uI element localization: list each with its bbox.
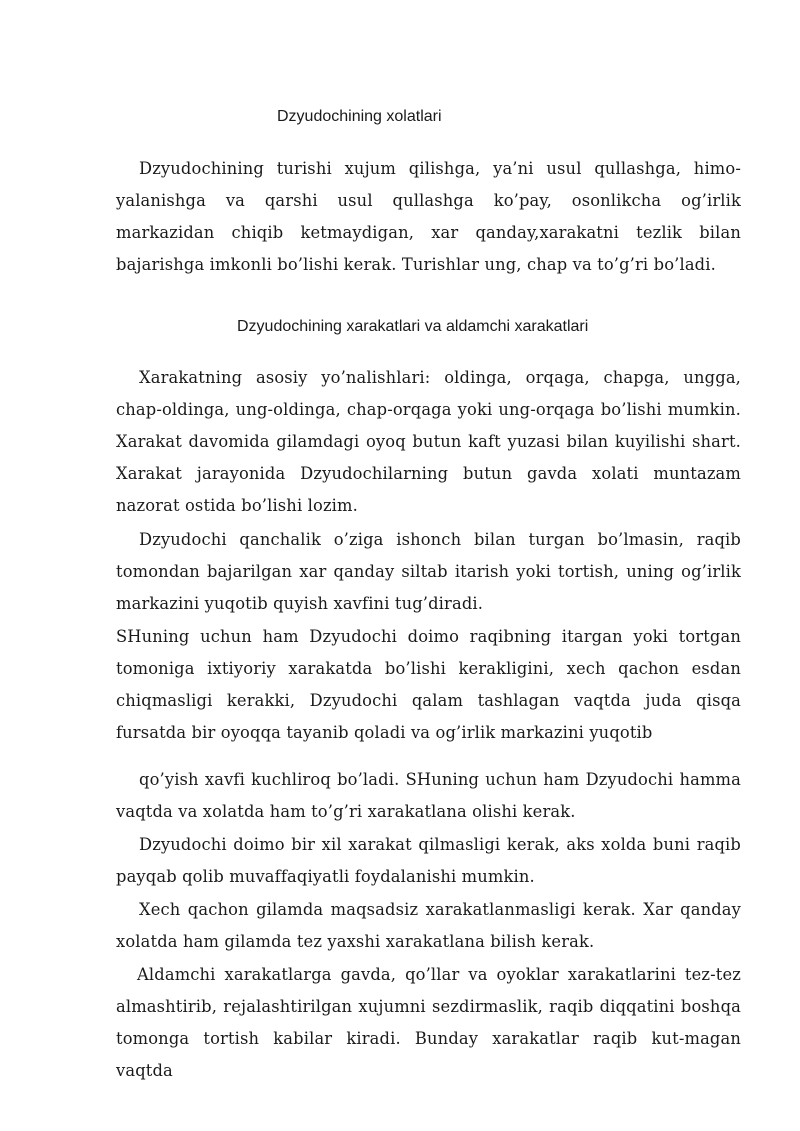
paragraph-confidence: Dzyudochi qanchalik o’ziga ishonch bilan turgan bo’lmasin, raqib tomondan bajarilgan xar qanday siltab itarish yoki tortish, uning og’irlik markazini yuqotib quyish xavfini tug’diradi.	[116, 530, 741, 613]
paragraph-feints: Aldamchi xarakatlarga gavda, qo’llar va oyoklar xarakatlarini tez-tez almashtirib, rejalashtirilgan xujumni sezdirmaslik, raqib diqqatini boshqa tomonga tortish kabilar kiradi. Bunday xarakatlar raqib kut-magan vaqtda	[116, 965, 741, 1080]
paragraph-directions: Xarakatning asosiy yo’nalishlari: oldinga, orqaga, chapga, ungga, chap-oldinga, ung-oldinga, chap-orqaga yoki ung-orqaga bo’lishi mumkin. Xarakat davomida gilamdagi oyoq butun kaft yuzasi bilan kuyilishi shart. Xarakat jarayonida Dzyudochilarning butun gavda xolati muntazam nazorat ostida bo’lishi lozim.	[116, 368, 741, 515]
section-heading-movements: Dzyudochining xarakatlari va aldamchi xarakatlari	[237, 318, 589, 335]
section-heading-states: Dzyudochining xolatlari	[277, 108, 442, 125]
paragraph-risk: qo’yish xavfi kuchliroq bo’ladi. SHuning uchun ham Dzyudochi hamma vaqtda va xolatda ham to’g’ri xarakatlana olishi kerak.	[116, 770, 741, 821]
paragraph-variety: Dzyudochi doimo bir xil xarakat qilmasligi kerak, aks xolda buni raqib payqab qolib muvaffaqiyatli foydalanishi mumkin.	[116, 835, 741, 886]
paragraph-stance: Dzyudochining turishi xujum qilishga, ya’ni usul qullashga, himo-yalanishga va qarshi usul qullashga ko’pay, osonlikcha og’irlik markazidan chiqib ketmaydigan, xar qanday,xarakatni tezlik bilan bajarishga imkonli bo’lishi kerak. Turishlar ung, chap va to’g’ri bo’ladi.	[116, 159, 741, 274]
paragraph-therefore: SHuning uchun ham Dzyudochi doimo raqibning itargan yoki tortgan tomoniga ixtiyoriy xarakatda bo’lishi kerakligini, xech qachon esdan chiqmasligi kerakki, Dzyudochi qalam tashlagan vaqtda juda qisqa fursatda bir oyoqqa tayanib qoladi va og’irlik markazini yuqotib	[116, 627, 741, 742]
paragraph-purpose: Xech qachon gilamda maqsadsiz xarakatlanmasligi kerak. Xar qanday xolatda ham gilamda tez yaxshi xarakatlana bilish kerak.	[116, 900, 741, 951]
